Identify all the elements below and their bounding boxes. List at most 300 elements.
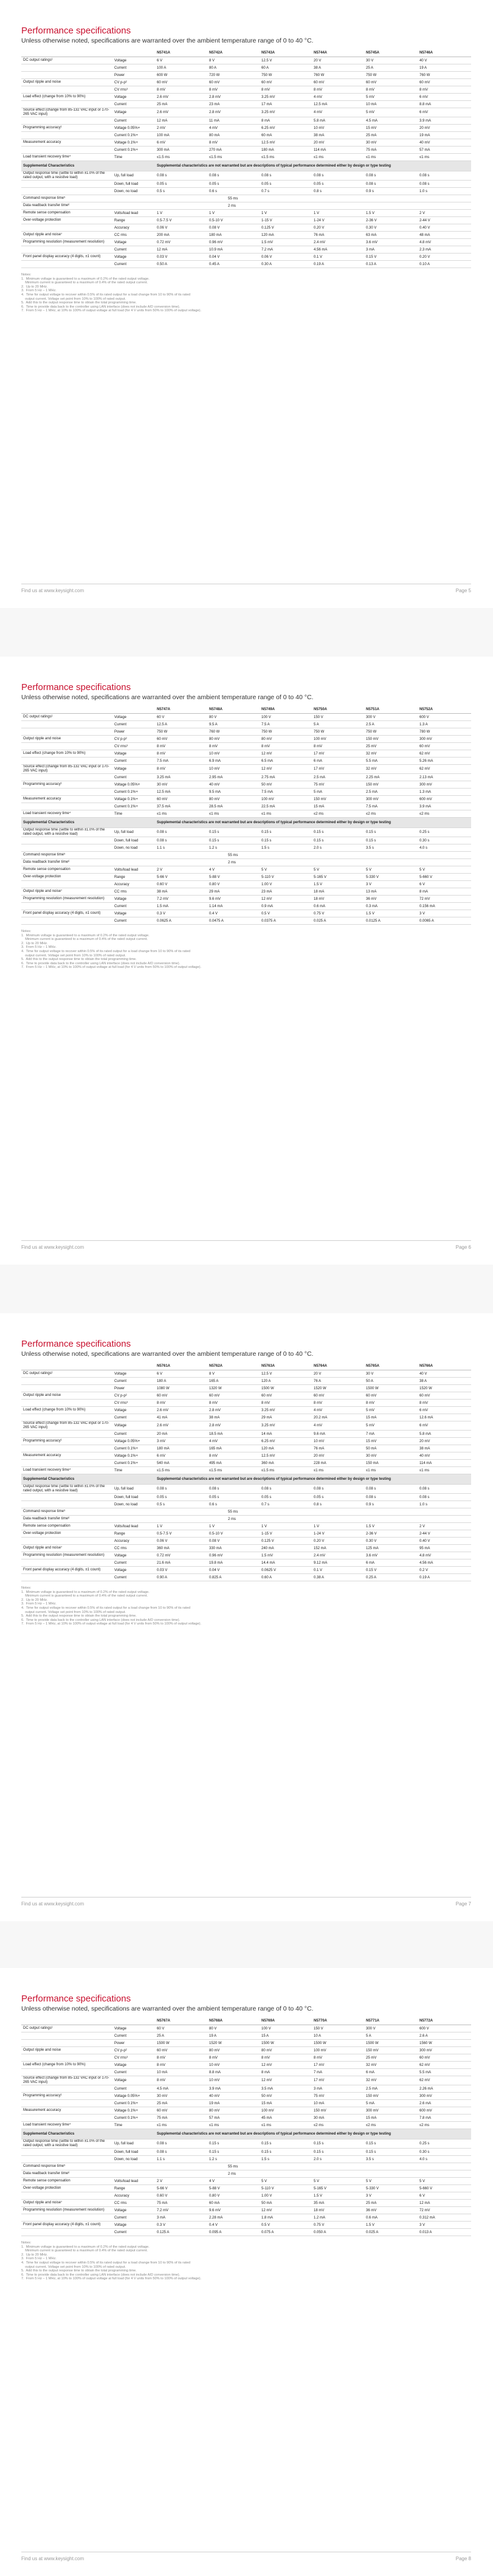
row-group-label: Output response time (settle to within ±1.0% of the rated output, with a resistive load) [21,828,112,837]
row-group-label [21,758,112,765]
row-value: 60 mV [418,79,471,86]
row-value: 1.5 mV [260,239,312,246]
row-value: 228 mA [312,1460,364,1467]
row-value: 0.08 s [418,1485,471,1494]
model-header: N5765A [364,1362,418,1370]
row-group-label [21,1494,112,1501]
row-group-label: Measurement accuracy [21,796,112,803]
row-parameter: Voltage [112,1567,155,1574]
row-value: 5 mV [364,94,418,101]
page-subtitle: Unless otherwise noted, specifications are warranted over the ambient temperature range of 0 to 40 °C. [21,37,314,44]
row-group-label [21,181,112,188]
row-value: 0.0475 A [207,917,260,925]
row-value: 95 mA [418,1545,471,1552]
row-value: 5 mV [364,108,418,117]
row-value: 0.80 V [207,881,260,888]
row-group-label [21,132,112,139]
row-value: 20 V [312,57,364,64]
row-parameter: Power [112,2040,155,2047]
table-row [21,2139,471,2149]
row-value: 11 mA [207,117,260,125]
row-value: 7.5 mA [364,803,418,810]
row-value: 180 mA [260,147,312,154]
table-row [21,1445,471,1452]
row-group-label [21,743,112,750]
row-value: 8 mV [260,743,312,750]
row-parameter [112,1508,155,1516]
row-span-value: 2 ms [155,1516,471,1523]
row-value: 57 mA [418,147,471,154]
row-value: 0.08 s [364,1485,418,1494]
table-row [21,758,471,765]
table-row [21,910,471,917]
row-value: 0.30 V [364,224,418,232]
row-value: 60 A [260,64,312,72]
row-value: 1.5 s [260,844,312,852]
table-row [21,224,471,232]
row-value: 3.25 mA [155,774,207,781]
row-value: 30 mA [312,2115,364,2122]
row-value: 0.05 s [207,1494,260,1501]
note-line: 2. Up to 20 MHz. [21,285,48,289]
row-value: 0.04 V [207,1567,260,1574]
page-title: Performance specifications [21,1994,131,2004]
row-value: 100 mV [312,2047,364,2054]
row-value: 0.15 s [364,837,418,844]
supplemental-row [21,161,471,171]
row-group-label [21,728,112,736]
row-value: 1520 W [207,2040,260,2047]
row-value: 1.2 mA [312,2214,364,2222]
row-parameter: Range [112,874,155,881]
row-value: 1-24 V [312,1530,364,1538]
row-parameter: Voltage 0.1%+ [112,796,155,803]
row-parameter: Up, full load [112,171,155,181]
row-value: 0.08 s [364,1494,418,1501]
row-value: 6 mV [418,1421,471,1431]
row-value: 1.0 s [418,188,471,195]
row-value: ≤1 ms [207,2122,260,2129]
notes-section [21,273,471,313]
row-value: 0.08 s [155,828,207,837]
table-row [21,108,471,117]
row-value: 720 W [207,72,260,79]
row-value: 300 V [364,2025,418,2032]
row-value: 4 mV [207,125,260,132]
row-value: ≤1 ms [207,810,260,818]
table-row [21,2093,471,2100]
row-value: 1500 W [364,1385,418,1392]
row-value: 0.15 V [364,1567,418,1574]
note-line: 1. Minimum voltage is guaranteed to a maximum of 0.2% of the rated output voltage. [21,2245,150,2249]
row-parameter: Up, full load [112,1485,155,1494]
note-line: Minimum current is guaranteed to a maximum of 0.4% of the rated output current. [21,938,148,942]
row-value: 80 V [207,2025,260,2032]
model-header: N5743A [260,49,312,57]
row-value: ≤2 ms [364,810,418,818]
row-group-label: Programming accuracy¹ [21,1438,112,1445]
model-header: N5746A [418,49,471,57]
table-header-row [21,49,471,57]
row-value: 0.025 A [312,917,364,925]
row-group-label: Output ripple and noise [21,1392,112,1400]
row-value: 0.1 V [312,1567,364,1574]
row-value: 3 V [364,2192,418,2200]
website-link[interactable]: Find us at www.keysight.com [21,1901,84,1907]
row-value: 20.2 mA [312,1414,364,1421]
row-value: 0.0375 A [260,917,312,925]
supplemental-heading: Supplemental Characteristics [21,1474,155,1485]
row-value: 7.8 mA [418,2115,471,2122]
row-value: 125 mA [364,1545,418,1552]
row-value: 80 mA [207,132,260,139]
row-value: 12.6 mA [418,1414,471,1421]
row-value: 0.06 V [155,1538,207,1545]
row-value: 40 V [418,1370,471,1378]
row-value: 40 mV [418,139,471,147]
row-value: 8 mV [207,86,260,94]
row-group-label: Load effect (change from 10% to 90%) [21,750,112,758]
row-value: 0.15 s [364,2139,418,2149]
table-row [21,86,471,94]
row-value: 0.075 A [260,2229,312,2236]
row-value: 150 mV [312,796,364,803]
row-value: 50 A [364,1378,418,1385]
model-header: N5745A [364,49,418,57]
row-value: 300 V [364,714,418,721]
row-value: 9.5 mA [207,789,260,796]
row-value: 6 mV [155,139,207,147]
header-spacer [112,706,155,714]
row-value: 0.025 A [364,2229,418,2236]
row-group-label [21,789,112,796]
row-value: 32 mV [364,2076,418,2085]
row-value: 2.5 mA [364,2085,418,2093]
row-value: 2.28 mA [207,2214,260,2222]
notes-heading: Notes: [21,1586,32,1590]
website-link[interactable]: Find us at www.keysight.com [21,2556,84,2561]
row-value: 1.1 s [155,844,207,852]
note-line: output current. Voltage set point from 10% to 100% of rated output. [21,2265,126,2269]
table-row [21,101,471,108]
row-group-label [21,2214,112,2222]
table-row [21,1414,471,1421]
row-parameter: Current [112,1414,155,1421]
row-group-label: Load transient recovery time⁴ [21,154,112,161]
row-group-label: DC output ratings¹ [21,57,112,64]
header-spacer [21,706,112,714]
row-value: 29 mA [260,1414,312,1421]
row-group-label: Source effect (change from 85-132 VAC input or 170-265 VAC input) [21,765,112,774]
row-value: 1.00 V [260,2192,312,2200]
row-parameter: Current 0.1%+ [112,1460,155,1467]
row-value: 76 mA [312,232,364,239]
row-value: 0.15 s [312,837,364,844]
row-value: 8 mV [418,1400,471,1407]
row-value: 48 mA [418,232,471,239]
row-parameter: Accuracy [112,1538,155,1545]
row-value: 0.20 V [418,254,471,261]
table-row [21,1545,471,1552]
row-value: 1080 W [155,1385,207,1392]
table-row [21,1467,471,1474]
row-value: 19 A [418,64,471,72]
page-footer [21,584,471,593]
row-value: 150 mV [364,2093,418,2100]
row-value: 8 mA [260,117,312,125]
row-value: 4.8 mV [418,1552,471,1559]
row-parameter: Voltage [112,57,155,64]
row-value: ≤2 ms [312,810,364,818]
row-value: 0.60 V [155,881,207,888]
row-value: 2 mV [155,125,207,132]
row-value: 8 mV [155,2054,207,2062]
row-group-label [21,2149,112,2156]
row-value: 6 V [155,57,207,64]
row-group-label [21,1538,112,1545]
row-value: 60 mV [155,2107,207,2115]
table-row [21,1523,471,1530]
row-parameter: Power [112,1385,155,1392]
row-value: ≤1.5 ms [155,1467,207,1474]
note-line: 1. Minimum voltage is guaranteed to a maximum of 0.2% of the rated output voltage. [21,1590,150,1594]
page-subtitle: Unless otherwise noted, specifications are warranted over the ambient temperature range of 0 to 40 °C. [21,2005,314,2012]
model-header: N5742A [207,49,260,57]
row-group-label: Over-voltage protection [21,874,112,881]
table-row [21,2069,471,2076]
table-row [21,1378,471,1385]
row-value: 6 mV [155,1452,207,1460]
row-parameter: Current [112,2214,155,2222]
row-value: 6 mA [364,2069,418,2076]
row-value: 0.013 A [418,2229,471,2236]
row-value: 1.5 V [364,210,418,217]
row-value: 0.3 V [155,910,207,917]
row-group-label: Load effect (change from 10% to 90%) [21,94,112,101]
row-value: 80 A [207,64,260,72]
row-value: 3.25 mV [260,1421,312,1431]
row-value: 0.72 mV [155,1552,207,1559]
row-value: 80 V [207,714,260,721]
row-group-label: Output ripple and noise⁷ [21,888,112,896]
row-value: 8 mV [155,750,207,758]
row-value: 360 mA [155,1545,207,1552]
table-row [21,2170,471,2178]
table-row [21,1370,471,1378]
row-value: 5 A [312,721,364,728]
row-value: 0.08 s [207,1485,260,1494]
notes-section [21,2241,471,2281]
row-value: 8 mV [364,86,418,94]
row-value: 0.125 V [260,1538,312,1545]
row-value: 150 mV [364,781,418,789]
row-group-label [21,881,112,888]
row-value: 0.08 V [207,1538,260,1545]
row-value: 330 mA [207,1545,260,1552]
note-line: 6. Time to provide data back to the controller using LAN interface (does not include A/D conversion time). [21,2273,181,2277]
note-line: 6. Time to provide data back to the controller using LAN interface (does not include A/D conversion time). [21,961,181,965]
row-value: 0.3 mA [364,903,418,910]
row-value: 5 V [364,866,418,874]
row-value: 6 mV [418,94,471,101]
row-group-label: Command response time⁵ [21,852,112,859]
row-parameter: Current [112,721,155,728]
row-value: 780 W [418,728,471,736]
row-parameter: Time [112,810,155,818]
table-row [21,2076,471,2085]
table-row [21,1516,471,1523]
row-value: 5 mV [364,1407,418,1414]
table-row [21,810,471,818]
row-value: 1500 W [364,2040,418,2047]
row-value: 12 mV [260,2207,312,2214]
note-line: 2. Up to 20 MHz. [21,941,48,945]
row-parameter: Accuracy [112,881,155,888]
row-value: 8 mV [155,2062,207,2069]
table-header-row [21,706,471,714]
datasheet-page [0,657,493,1265]
row-value: 0.0125 A [364,917,418,925]
table-row [21,1567,471,1574]
row-value: 100 mV [312,736,364,743]
row-value: 76 A [312,1378,364,1385]
note-line: output current. Voltage set point from 10% to 100% of rated output. [21,1610,126,1614]
notes-heading: Notes: [21,930,32,933]
row-value: 152 mA [312,1545,364,1552]
row-value: 2.6 mA [418,2100,471,2107]
row-parameter: Current 0.1%+ [112,789,155,796]
model-header: N5744A [312,49,364,57]
row-value: 38 A [312,64,364,72]
row-group-label: Output ripple and noise [21,79,112,86]
row-parameter [112,2163,155,2170]
model-header: N5763A [260,1362,312,1370]
row-value: 21.6 mA [155,1559,207,1567]
row-group-label [21,224,112,232]
row-value: 0.0625 A [155,917,207,925]
row-value: 2.6 A [418,2032,471,2040]
header-spacer [21,1362,112,1370]
row-value: 3 mV [155,1438,207,1445]
row-value: 300 mA [155,147,207,154]
table-row [21,2085,471,2093]
row-value: 0.050 A [312,2229,364,2236]
note-line: Minimum current is guaranteed to a maximum of 0.4% of the rated output current. [21,1594,148,1598]
table-row [21,2100,471,2107]
table-row [21,2115,471,2122]
row-value: 40 mV [207,781,260,789]
row-value: 13 mA [364,888,418,896]
table-row [21,261,471,268]
row-value: 0.96 mV [207,239,260,246]
note-line: 3. From 5 Hz – 1 MHz. [21,1602,57,1606]
row-value: 0.05 s [155,1494,207,1501]
row-parameter: Current [112,64,155,72]
row-value: 5-330 V [364,874,418,881]
website-link[interactable]: Find us at www.keysight.com [21,588,84,593]
table-row [21,79,471,86]
row-parameter: Time [112,154,155,161]
row-value: 60 mV [155,2047,207,2054]
note-line: 4. Time for output voltage to recover within 0.5% of its rated output for a load change from 10 to 90% of its rated [21,2260,190,2265]
row-value: 15 mA [364,1414,418,1421]
row-parameter: Voltage [112,1552,155,1559]
table-header-row [21,2017,471,2025]
row-value: 0.50 A [155,261,207,268]
row-group-label: Programming resolution (measurement resolution) [21,239,112,246]
row-parameter: Current [112,917,155,925]
row-value: 300 mV [364,796,418,803]
row-group-label: Remote sense compensation [21,1523,112,1530]
row-parameter: Time [112,1467,155,1474]
table-row [21,125,471,132]
row-parameter: Time [112,2122,155,2129]
row-value: 2.95 mA [207,774,260,781]
row-value: 5 mA [364,2100,418,2107]
note-line: 2. Up to 20 MHz. [21,1598,48,1602]
table-row [21,57,471,64]
website-link[interactable]: Find us at www.keysight.com [21,1245,84,1250]
row-group-label: Programming resolution (measurement resolution) [21,2207,112,2214]
row-value: 72 mV [418,2207,471,2214]
row-value: 6.25 mV [260,125,312,132]
row-value: 6 mV [418,1407,471,1414]
table-row [21,917,471,925]
row-value: 2.25 mA [364,774,418,781]
page-number: Page 7 [455,1901,471,1907]
row-parameter: CV p-p² [112,736,155,743]
row-value: ≤2 ms [364,2122,418,2129]
note-line: 6. Time to provide data back to the controller using LAN interface (does not include A/D conversion time). [21,1618,181,1622]
row-parameter [112,202,155,210]
row-value: 10 mA [155,2069,207,2076]
row-parameter: Current 0.1%+ [112,803,155,810]
row-value: 25 mV [364,2054,418,2062]
row-value: ≤1 ms [260,810,312,818]
row-value: 0.08 s [260,1485,312,1494]
row-value: 1.14 mA [207,903,260,910]
model-header: N5761A [155,1362,207,1370]
note-line: 5. Add this to the output response time to obtain the total programming time. [21,2269,137,2273]
row-value: 7.5 A [260,721,312,728]
row-parameter: Up, full load [112,828,155,837]
row-value: 29 mA [207,888,260,896]
row-value: 6 V [418,2192,471,2200]
row-value: 38 mA [312,132,364,139]
row-value: 15 mV [364,125,418,132]
row-value: 1.8 mA [260,2214,312,2222]
row-value: 36 mV [364,896,418,903]
row-value: 20 mV [418,125,471,132]
row-value: 1 V [260,1523,312,1530]
row-group-label: Programming accuracy¹ [21,2093,112,2100]
row-group-label: Front panel display accuracy (4 digits, ±1 count) [21,254,112,261]
row-value: 9.12 mA [312,1559,364,1567]
row-value: 0.0625 V [260,1567,312,1574]
row-value: 12.5 A [155,721,207,728]
row-parameter: Voltage [112,765,155,774]
row-group-label [21,1574,112,1581]
row-value: 0.08 s [207,171,260,181]
note-line: 4. Time for output voltage to recover within 0.5% of its rated output for a load change from 10 to 90% of its rated [21,949,190,953]
table-row [21,765,471,774]
table-row [21,2107,471,2115]
row-group-label: Output ripple and noise⁷ [21,232,112,239]
table-row [21,1421,471,1431]
row-value: 760 W [418,72,471,79]
row-value: 0.75 V [312,2222,364,2229]
row-group-label [21,837,112,844]
